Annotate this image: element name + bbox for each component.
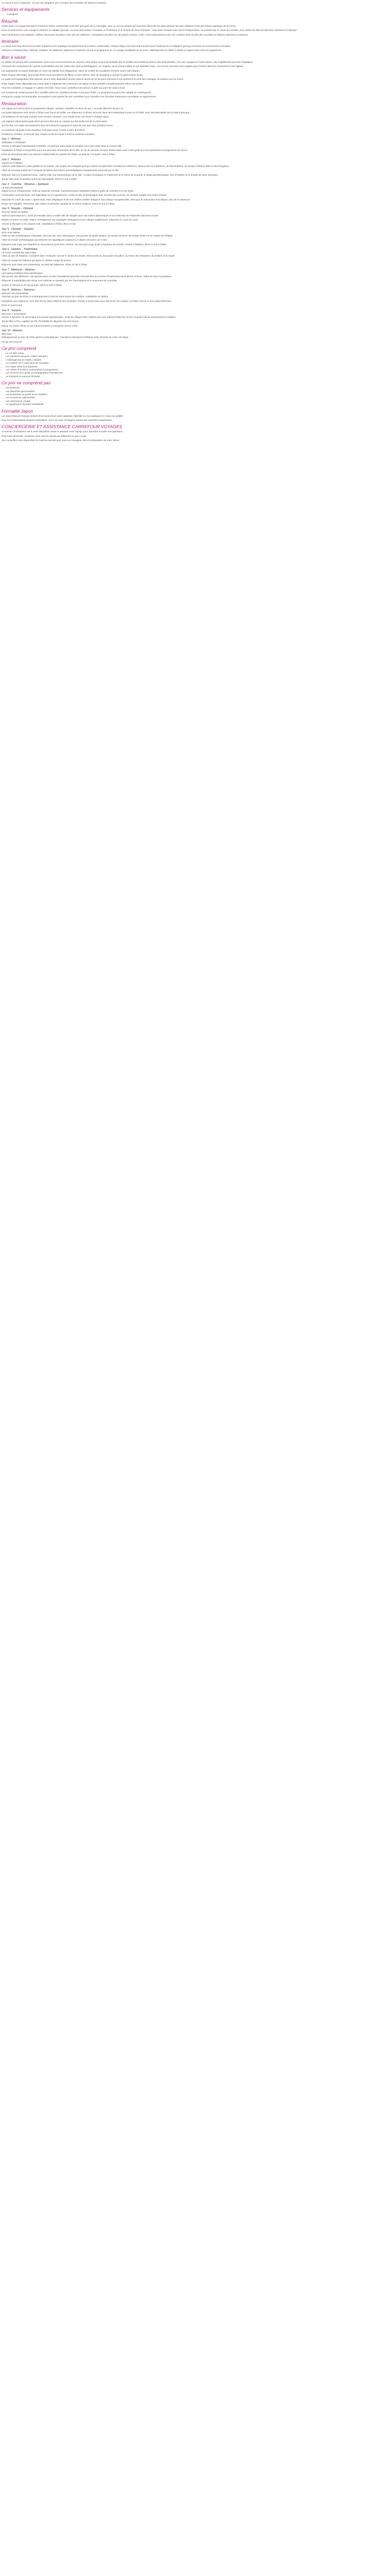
- formalites-paragraph: Pour les ressortissants d'autres nationalités, merci de vous renseigner auprès des autorités compétentes.: [2, 419, 112, 422]
- day-title: Jour 6 : Delphes – Kalambaka: [2, 248, 38, 251]
- bon-savoir-heading: Bon à savoir: [2, 54, 26, 60]
- day-paragraph: Continuation vers Mycènes, cité légendaire du roi Agamemnon. Visite du site archéologique avec la porte des Lionnes, les tombes royales et le trésor d'Atrée.: [2, 194, 167, 197]
- day-paragraph: Après le petit-déjeuner, courte promenade dans la vieille ville de Nauplie avec ses ruelles pittoresques et sa forteresse de Palamède dominant la baie.: [2, 214, 159, 217]
- day-paragraph: Découverte des Météores, site spectaculaire où des monastères byzantins sont perchés au sommet d'impressionnants pitons rocheux. Visite de deux monastères.: [2, 275, 172, 278]
- day-title: Jour 2 : Athènes: [2, 158, 21, 161]
- list-item: • L'hébergement en hôtels 4 étoiles: [6, 359, 389, 362]
- day-subtitle: RETOUR: [2, 332, 12, 335]
- inclus-heading: Ce prix comprend: [2, 345, 37, 351]
- non-inclus-heading: Ce prix ne comprend pas: [2, 380, 51, 386]
- day-paragraph: Débarquement au port du Pirée après le petit-déjeuner. Transfert à l'aéroport d'Athènes selon l'horaire de votre vol retour.: [2, 336, 129, 339]
- day-title: Jour 1 : Athènes: [2, 138, 21, 141]
- day-subtitle: ARRIVÉE À ATHÈNES: [2, 141, 26, 144]
- list-item: • Le transport en autocar climatisé: [6, 375, 389, 378]
- day-paragraph: Transfert au port du Pirée et embarquement à bord de votre navire de croisière. Installation en cabine.: [2, 295, 109, 298]
- list-item: • Le supplément chambre individuelle: [6, 403, 389, 406]
- bon-savoir-paragraph: Prévoyez des chaussures de marche confortables pour les visites des sites archéologiques, un chapeau, de la crème solaire et une bouteille d'eau. Les tenues correctes sont exigées pour l'entrée dans les monastères et les églises.: [2, 65, 244, 68]
- restauration-paragraph: Pendant la croisière, la formule tout compris inclut les repas à bord et certaines boissons.: [2, 132, 95, 135]
- itinerary-intro: [2, 45, 389, 53]
- list-item: • Le vol aller-retour: [6, 352, 389, 355]
- day-subtitle: VISITE D'ATHÈNES: [2, 161, 23, 164]
- conciergerie-heading: CONCIERGERIE ET ASSISTANCE CARREFOUR VOYAGES: [2, 424, 122, 430]
- itinerary-heading: Itinéraire: [2, 39, 19, 44]
- list-item: • Les pourboires au guide et au chauffeur: [6, 393, 389, 396]
- day-title: Jour 7 : Météores – Athènes: [2, 268, 35, 272]
- bon-savoir-paragraph: Dans chaque ville étape, des temps libres vous permettront de flâner à votre rythme, faire du shopping ou goûter la gastronomie locale.: [2, 74, 144, 77]
- conciergerie-paragraph: Un service d'assistance est à votre disposition avant et pendant votre voyage pour répondre à toutes vos questions.: [2, 430, 123, 433]
- inclus-list: [2, 352, 389, 378]
- day-paragraph: Visite du site de Delphes, considéré dans l'Antiquité comme le centre du monde. Découverte du sanctuaire d'Apollon, du trésor des Athéniens, du théâtre et du stade.: [2, 255, 175, 258]
- day-paragraph: Installation à l'hôtel et temps libre pour une première découverte de la ville. En fin de journée, réunion d'information avec votre guide qui vous présentera le programme du circuit.: [2, 148, 188, 151]
- day-paragraph: Visite du musée de Delphes qui abrite le célèbre Aurige de bronze.: [2, 259, 72, 262]
- day-paragraph: Visite du nouveau musée de l'Acropole qui abrite des trésors archéologiques exceptionnels retrouvés sur le site.: [2, 169, 119, 172]
- restauration-paragraph: Sur les îles, les repas sont proposés dans des tavernes typiques en bord de mer avec des produits locaux.: [2, 124, 113, 127]
- day-paragraph: Temps libre dans le quartier animé de Monastiraki. Dîner et nuit à l'hôtel.: [2, 178, 78, 181]
- restauration-paragraph: Le pourboire du guide et du chauffeur n'est pas inclus, il reste à votre discrétion.: [2, 128, 86, 131]
- bon-savoir-paragraph: Le guide accompagnateur francophone sera à votre disposition durant toute la durée du circuit pour répondre à vos questions et vous faire partager sa passion pour la Grèce.: [2, 78, 184, 81]
- itinerary-paragraph: Athènes, le Péloponnèse, Olympie, Delphes, les Météores, Mykonos et Santorin seront au programme de ce voyage inoubliable de 10 jours. Hébergement en hôtels 4 étoiles et repas inclus selon le programme.: [2, 49, 222, 52]
- resume-section: [2, 25, 389, 37]
- day-paragraph: Visite du musée archéologique qui présente de magnifiques sculptures et objets retrouvés sur le site.: [2, 239, 108, 242]
- formalites-paragraph: Les ressortissants français doivent être munis d'une carte nationale d'identité ou d'un passeport en cours de validité.: [2, 414, 124, 417]
- day-paragraph: Fin de nos services.: [2, 340, 23, 343]
- day-paragraph: Déjeuner puis route vers Delphes en traversant le pont Rion-Antirion, l'un des plus longs ponts à haubans du monde. Arrivée à Delphes, dîner et nuit à l'hôtel.: [2, 243, 167, 246]
- list-item: • Les boissons: [6, 386, 389, 389]
- list-item: • Les repas selon le programme: [6, 365, 389, 368]
- day-subtitle: LES MONASTÈRES DES MÉTÉORES: [2, 272, 43, 275]
- day-paragraph: Route vers Nauplie, charmante ville côtière et première capitale de la Grèce moderne. Dîner et nuit à l'hôtel.: [2, 202, 115, 206]
- day-subtitle: ROUTE VERS OLYMPIE: [2, 211, 28, 214]
- day-paragraph: Temps libre à Fira, capitale de l'île. Possibilité de déguster les vins locaux.: [2, 320, 79, 323]
- non-inclus-list: [2, 386, 389, 406]
- restauration-paragraph: Les petits-déjeuners sont servis à l'hôtel sous forme de buffet. Les déjeuners et dîners sont pris dans des restaurants locaux ou à l'hôtel, avec des spécialités de la cuisine grecque.: [2, 111, 190, 114]
- day-paragraph: Déjeuner à Kalambaka puis retour vers Athènes en passant par les Thermopyles et le monument de Léonidas.: [2, 279, 118, 282]
- resume-paragraph: Partez pour un voyage fascinant à travers la Grèce continentale et les îles grecques de la mer Égée, avec un circuit complet qui vous fera découvrir les sites antiques les plus célèbres et les plus beaux paysages de la Grèce.: [2, 24, 237, 27]
- list-item: • Les visites et entrées mentionnées au programme: [6, 368, 389, 371]
- restauration-heading: Restauration: [2, 100, 27, 106]
- conciergerie-paragraph: Pour toute demande, contactez notre service clients par téléphone ou par e-mail.: [2, 434, 87, 437]
- day-subtitle: SITE D'OLYMPIE: [2, 231, 20, 234]
- day-subtitle: LE SANCTUAIRE DE DELPHES: [2, 251, 36, 255]
- formalites-section: [2, 415, 389, 422]
- itinerary-paragraph: Le circuit vous fera découvrir les sites antiques et les paysages exceptionnels de la Grèce continentale. Chaque étape vous permettra de découvrir l'histoire de la civilisation grecque à travers ses monuments et musées.: [2, 45, 231, 48]
- restauration-paragraph: Les boissons ne sont pas incluses sauf mention contraire. Une carafe d'eau est servie à chaque repas.: [2, 115, 109, 118]
- conciergerie-paragraph: Nos conseillers sont disponibles du lundi au samedi pour vous accompagner dans la préparation de votre séjour.: [2, 439, 120, 442]
- day-paragraph: Déjeuner en cours de route. L'après-midi, visite d'Épidaure et de son célèbre théâtre antique à l'acoustique exceptionnelle, ainsi que du sanctuaire d'Asclépios, dieu de la médecine.: [2, 198, 191, 201]
- day-paragraph: Retour au navire. Dîner et nuit à bord pendant la navigation vers le Pirée.: [2, 324, 78, 327]
- bon-savoir-paragraph: Pour les croisières, le bagage en cabine est limité. Nous vous conseillons de prévoir un petit sac pour les nuits à bord.: [2, 87, 126, 90]
- bon-savoir-paragraph: Les passeports ou cartes d'identité en cours de validité sont obligatoires. Merci de vérifier les conditions d'entrée avant votre départ.: [2, 69, 140, 72]
- day-paragraph: Départ à travers l'Arcadie, région montagneuse aux paysages verdoyants et aux villages traditionnels. Déjeuner en cours de route.: [2, 218, 139, 222]
- day-paragraph: Navigation vers Mykonos, l'une des îles les plus célèbres des Cyclades. Escale et temps libre pour découvrir ses moulins, la Petite Venise et ses ruelles blanches.: [2, 299, 172, 302]
- list-item: • Les services d'un guide accompagnateur francophone: [6, 371, 389, 375]
- day-paragraph: Après le petit-déjeuner, visite guidée de l'Acropole, site majeur de l'Antiquité grecque classé au patrimoine mondial de l'UNESCO. Découverte du Parthénon, de l'Érechthéion, du temple d'Athéna Niké et des Propylées.: [2, 164, 230, 167]
- list-item: • La croisière de 2 nuits dans les Cyclades: [6, 362, 389, 365]
- conciergerie-section: [2, 430, 389, 442]
- bon-savoir-paragraph: Notre équipe reste disponible pour vous aider à organiser des extensions de séjour ou des activités complémentaires selon vos envies.: [2, 82, 143, 85]
- day-paragraph: Dîner de bienvenue dans une taverne traditionnelle du quartier de Plaka, au pied de l'Acropole. Nuit à l'hôtel.: [2, 153, 116, 156]
- restauration-section: [2, 107, 389, 137]
- day-paragraph: Visite du site archéologique d'Olympie, berceau des Jeux Olympiques. Découverte du stade antique, du temple de Zeus, du temple d'Héra et de l'atelier de Phidias.: [2, 234, 173, 238]
- bon-savoir-paragraph: Le départ est garanti dès 2 participants. Nous vous recommandons de réserver votre séjour le plus tôt possible afin de profiter des meilleurs tarifs et des disponibilités. Pour les voyages en haute saison, des suppléments peuvent s'appliquer.: [2, 60, 253, 63]
- formalites-heading: Formalité Japon: [2, 408, 33, 414]
- day-title: Jour 3 : Corinthe – Mycènes – Épidaure: [2, 182, 49, 186]
- intro-text: Le circuit 5 jours comprend : Un jour de navigation par l'Archipel des Cyclades de Naxos et Santorin.: [2, 2, 107, 4]
- day-subtitle: ESCALE À SANTORIN: [2, 312, 26, 315]
- day-paragraph: Arrivée à Olympie en fin d'après-midi. Installation à l'hôtel, dîner et nuit.: [2, 223, 76, 226]
- day-paragraph: Dîner et nuit à bord.: [2, 304, 23, 307]
- resume-paragraph: Vous continuerez vers Delphes, célèbre sanctuaire d'Apollon, puis vers les Météores, monastères perchés sur des pitons rocheux. Enfin, vous embarquerez pour une croisière dans les îles des Cyclades et visiterez Mykonos et Santorin.: [2, 33, 249, 36]
- day-paragraph: Départ vers le Péloponnèse. Arrêt au canal de Corinthe, impressionnante réalisation reliant le golfe de Corinthe à la mer Égée.: [2, 189, 135, 192]
- day-subtitle: DÉPART EN CROISIÈRE: [2, 292, 29, 295]
- service-item: • Consignes: [7, 13, 389, 16]
- resume-paragraph: Vous commencerez votre voyage à Athènes, la capitale grecque, où vous découvrirez l'Acropole, le Parthénon et le Temple de Zeus Olympien. Vous ferez ensuite route vers le Péloponnèse, en passant par le canal de Corinthe, pour visiter les sites de Mycènes, Épidaure et Olympie.: [2, 29, 298, 32]
- list-item: • Les transferts aéroport / hôtel / aéroport: [6, 355, 389, 358]
- day-title: Jour 4 : Nauplie – Olympie: [2, 207, 34, 211]
- itinerary-days: [2, 138, 389, 344]
- day-title: Jour 9 : Santorin: [2, 309, 22, 312]
- bon-savoir-paragraph: Assurance voyage recommandée. Renseignez-vous auprès de nos conseillers pour connaître nos formules d'assurance annulation et rapatriement.: [2, 95, 157, 98]
- day-paragraph: Arrivée à l'aéroport international d'Athènes. Accueil par votre guide et transfert vers votre hôtel situé au centre-ville.: [2, 144, 122, 147]
- day-paragraph: Arrivée à Santorin, île volcanique à la beauté spectaculaire. Visite du village d'Oia, célèbre pour ses maisons blanches et ses coupoles bleues surplombant la caldeira.: [2, 315, 176, 318]
- bon-savoir-paragraph: Les horaires de visites peuvent être modifiés selon les conditions locales et les jours fériés. Le programme pourra être adapté en conséquence.: [2, 91, 152, 94]
- day-title: Jour 8 : Athènes – Mykonos: [2, 289, 35, 292]
- page-content: [0, 0, 391, 443]
- restauration-paragraph: Les repas sont inclus selon le programme indiqué : pension complète du dîner du jour 1 au petit-déjeuner du jour 10.: [2, 107, 124, 110]
- list-item: • Les excursions optionnelles: [6, 396, 389, 399]
- day-paragraph: Déjeuner dans un restaurant local. L'après-midi, tour panoramique de la ville : la place Syntagma, le Parlement et la relève de la garde, le stade panathénaïque, l'arc d'Hadrien et le temple de Zeus Olympien.: [2, 173, 219, 176]
- services-list: [2, 13, 389, 16]
- bon-savoir-section: [2, 61, 389, 99]
- day-paragraph: Déjeuner puis route vers Kalambaka, au pied des Météores. Dîner et nuit à l'hôtel.: [2, 263, 88, 266]
- services-heading: Services et équipements: [2, 7, 50, 12]
- list-item: • Les assurances voyage: [6, 400, 389, 403]
- day-title: Jour 10 : Athènes: [2, 329, 23, 332]
- resume-heading: Résumé: [2, 18, 18, 24]
- list-item: • Les dépenses personnelles: [6, 390, 389, 393]
- day-paragraph: Arrivée à Athènes en fin de journée. Dîner et nuit à l'hôtel.: [2, 283, 62, 286]
- day-subtitle: LE PÉLOPONNÈSE: [2, 186, 23, 189]
- day-title: Jour 5 : Olympie – Delphes: [2, 227, 34, 231]
- restauration-paragraph: Les régimes alimentaires particuliers peuvent être pris en compte sur demande lors de la réservation.: [2, 120, 108, 123]
